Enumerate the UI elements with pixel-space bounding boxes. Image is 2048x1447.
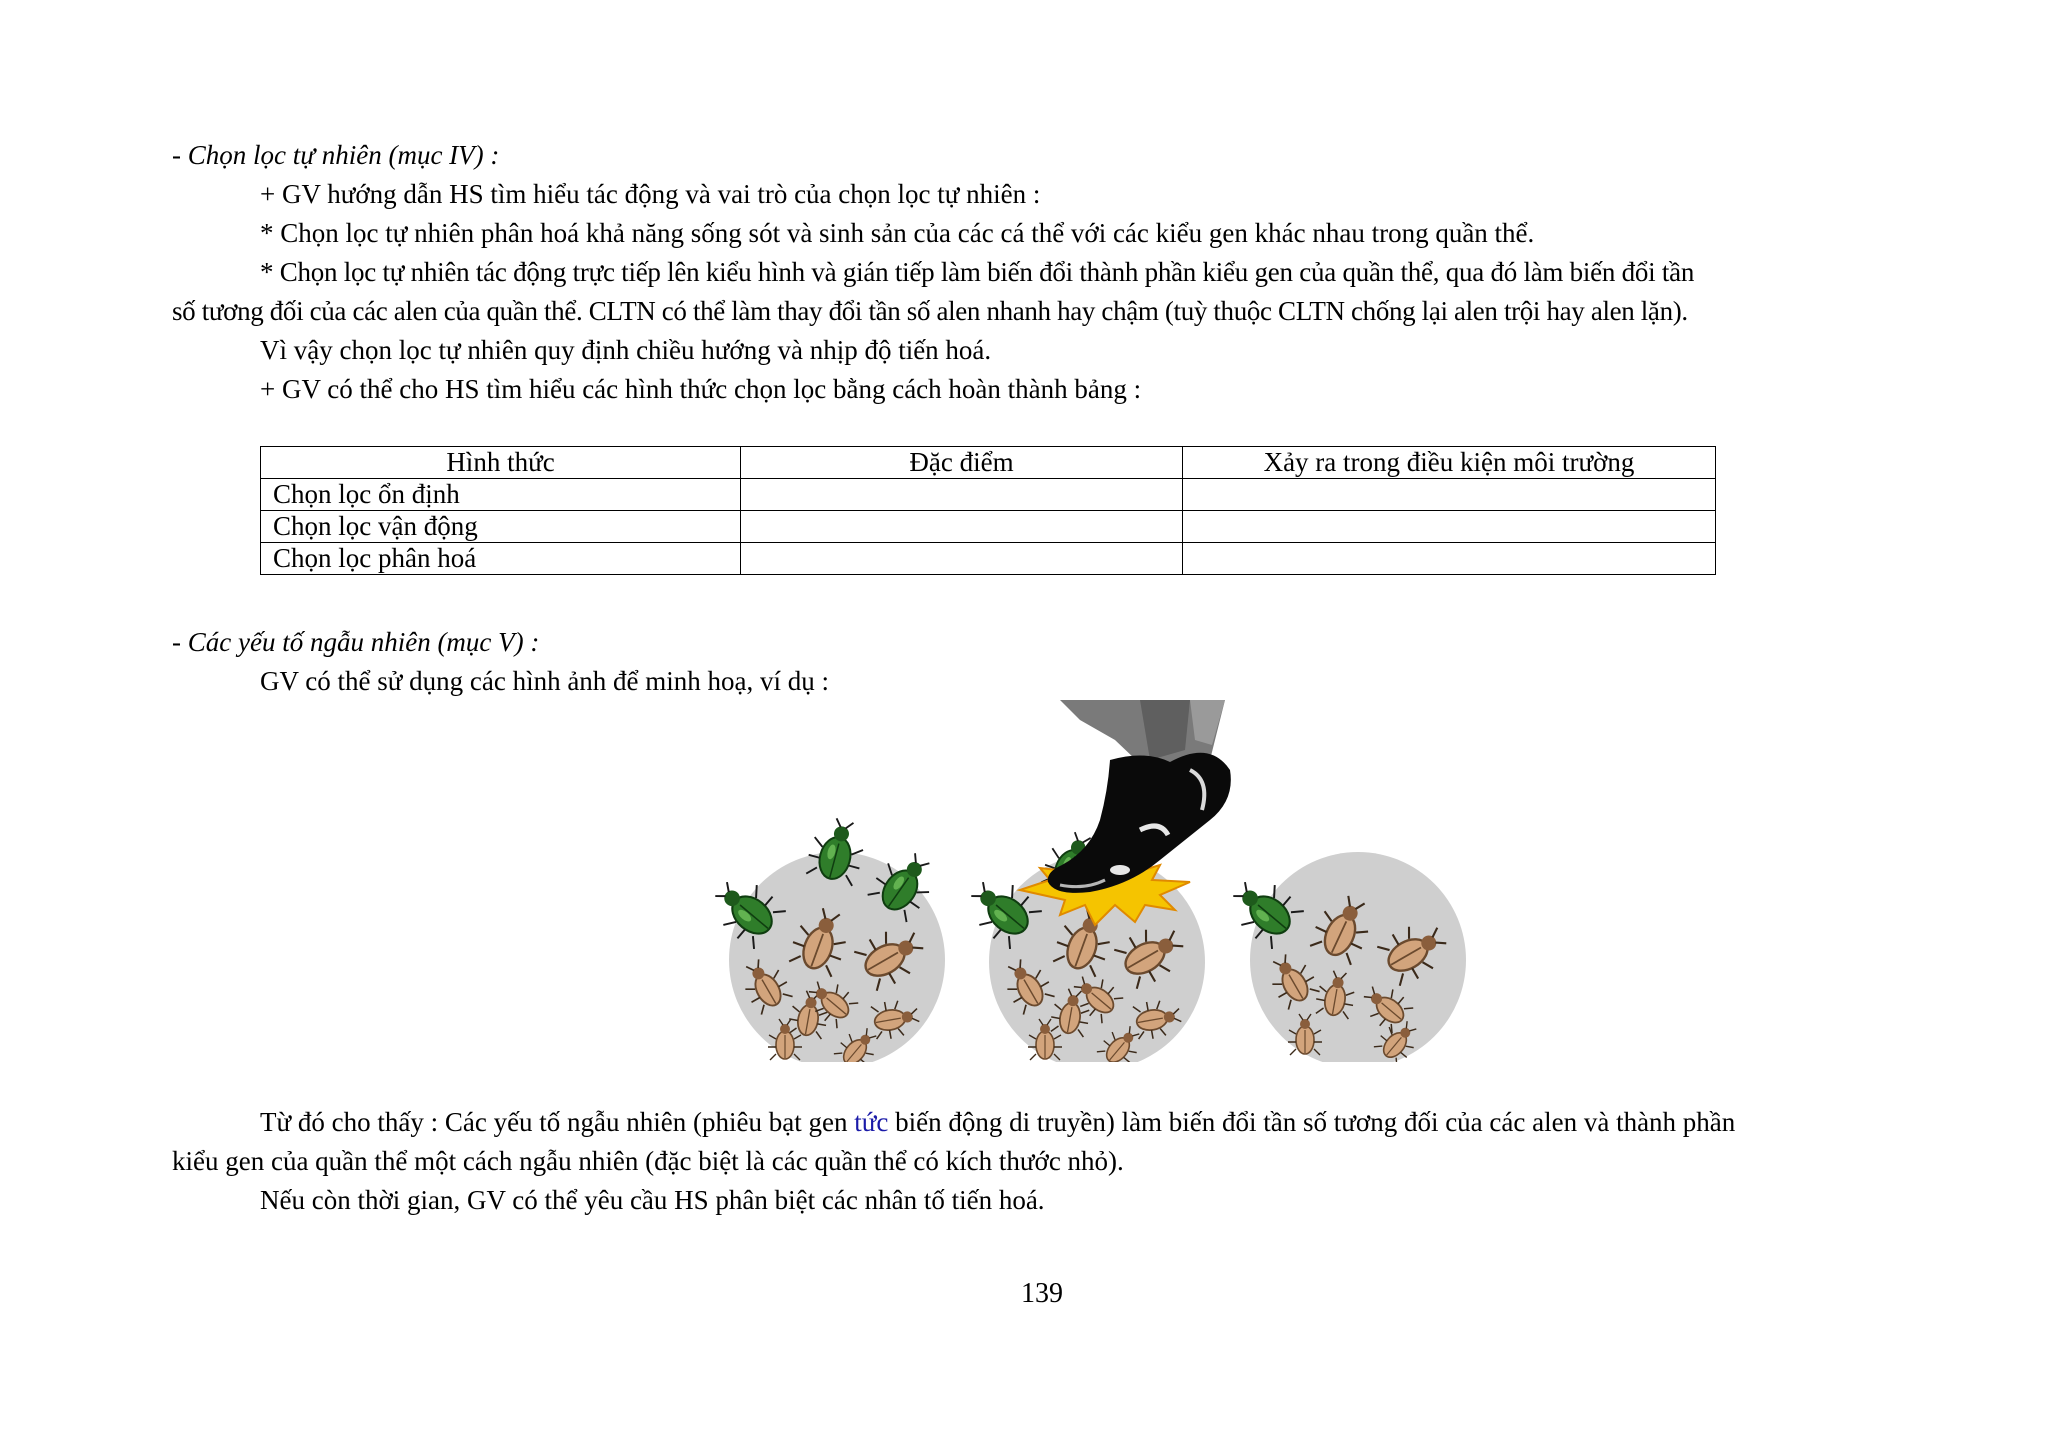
population-circle-3 [1222, 852, 1466, 1062]
beetle-population-stomp-illustration [690, 700, 1480, 1062]
table-cell [1183, 511, 1716, 543]
table-row [261, 543, 1716, 575]
table-cell: Chọn lọc vận động [261, 511, 741, 543]
population-circle-1 [704, 814, 945, 1062]
table-cell: Chọn lọc phân hoá [261, 543, 741, 575]
paragraph-line: * Chọn lọc tự nhiên phân hoá khả năng sống sót và sinh sản của các cá thể với các kiểu gen khác nhau trong quần thể. [260, 218, 1535, 248]
paragraph-line: + GV hướng dẫn HS tìm hiểu tác động và vai trò của chọn lọc tự nhiên : [260, 179, 1041, 209]
table-header-cell: Đặc điểm [741, 447, 1183, 479]
table-cell [741, 511, 1183, 543]
paragraph-line [260, 1103, 1735, 1141]
table-cell [741, 479, 1183, 511]
paragraph-line: GV có thể sử dụng các hình ảnh để minh hoạ, ví dụ : [260, 666, 830, 696]
paragraph-line: số tương đối của các alen của quần thể. CLTN có thể làm thay đổi tần số alen nhanh hay chậm (tuỳ thuộc CLTN chống lại alen trội hay alen lặn). [172, 296, 1688, 326]
table-row [261, 479, 1716, 511]
selection-forms-table [260, 446, 1716, 575]
highlighted-word: tức [854, 1107, 889, 1137]
conclusion-text: Từ đó cho thấy : Các yếu tố ngẫu nhiên (phiêu bạt gen [260, 1107, 855, 1137]
page-number: 139 [1021, 1278, 1063, 1309]
conclusion-text: biến động di truyền) làm biến đổi tần số tương đối của các alen và thành phần [888, 1107, 1736, 1137]
table-header-row [261, 447, 1716, 479]
table-cell: Chọn lọc ổn định [261, 479, 741, 511]
table-row [261, 511, 1716, 543]
table-cell [1183, 543, 1716, 575]
table-header-cell: Xảy ra trong điều kiện môi trường [1183, 447, 1716, 479]
table-cell [1183, 479, 1716, 511]
paragraph-line: + GV có thể cho HS tìm hiểu các hình thức chọn lọc bằng cách hoàn thành bảng : [260, 374, 1142, 404]
shoe-icon [1048, 753, 1231, 893]
table-header-cell: Hình thức [261, 447, 741, 479]
paragraph-line: Nếu còn thời gian, GV có thể yêu cầu HS phân biệt các nhân tố tiến hoá. [260, 1185, 1045, 1215]
paragraph-line: Vì vậy chọn lọc tự nhiên quy định chiều hướng và nhịp độ tiến hoá. [260, 335, 992, 365]
paragraph-line: * Chọn lọc tự nhiên tác động trực tiếp lên kiểu hình và gián tiếp làm biến đổi thành phần kiểu gen của quần thể, qua đó làm biến đổi tần [260, 257, 1695, 287]
section-heading-random-factors: - Các yếu tố ngẫu nhiên (mục V) : [172, 627, 540, 657]
section-heading-natural-selection: - Chọn lọc tự nhiên (mục IV) : [172, 140, 500, 170]
table-cell [741, 543, 1183, 575]
paragraph-line: kiểu gen của quần thể một cách ngẫu nhiên (đặc biệt là các quần thể có kích thước nhỏ). [172, 1146, 1124, 1176]
